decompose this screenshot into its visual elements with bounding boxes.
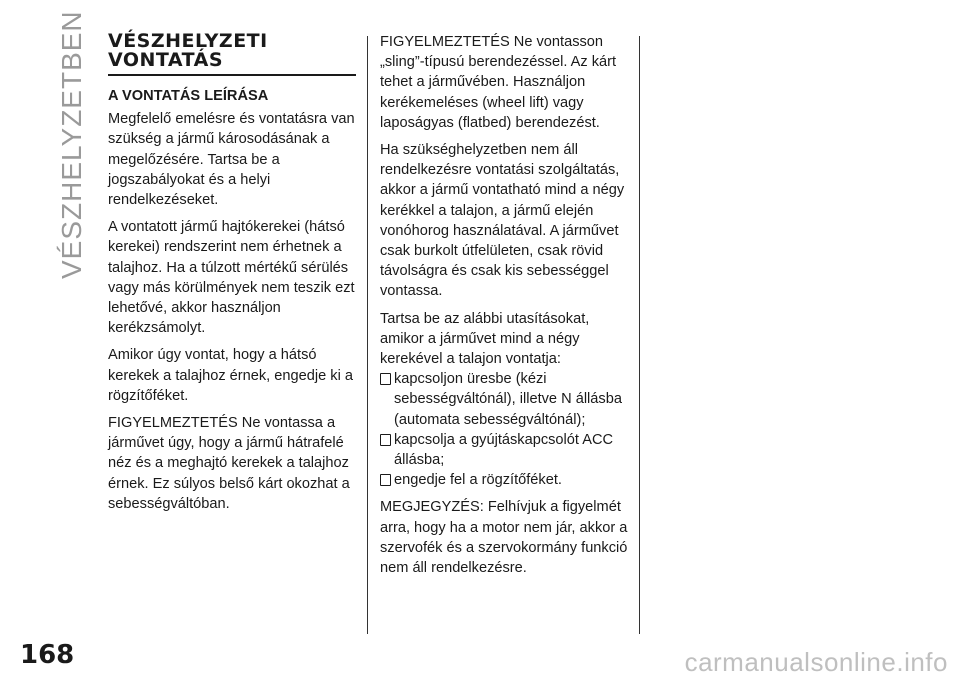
bullet-text: kapcsolja a gyújtáskapcsolót ACC állásba; <box>394 431 614 469</box>
warning-paragraph: FIGYELMEZTETÉS Ne vontasson „sling”-típusú berendezéssel. Az kárt tehet a járművében. Használjon kerékemeléses (wheel lift) vagy laposágyas (flatbed) berendezést. <box>380 34 617 131</box>
section-title-line-2: VONTATÁS <box>108 49 224 71</box>
chapter-side-tab: VÉSZHELYZETBEN <box>56 10 87 280</box>
bullet-box-icon <box>380 434 391 446</box>
left-column <box>108 32 358 521</box>
bullet-box-icon <box>380 373 391 385</box>
bullet-text: engedje fel a rögzítőféket. <box>394 472 562 489</box>
page-number: 168 <box>20 640 75 670</box>
title-underline <box>108 74 356 76</box>
paragraph: A vontatott jármű hajtókerekei (hátsó kerekei) rendszerint nem érhetnek a talajhoz. Ha a túlzott mértékű sérülés vagy más körülmények nem teszik ezt lehetővé, akkor használjon kerékzsámolyt. <box>108 219 355 337</box>
paragraph: Megfelelő emelésre és vontatásra van szükség a jármű károsodásának a megelőzésére. Tartsa be a jogszabályokat és a helyi rendelkezéseket. <box>108 111 355 209</box>
section-title <box>108 32 358 74</box>
paragraph: Amikor úgy vontat, hogy a hátsó kerekek a talajhoz érnek, engedje ki a rögzítőféket. <box>108 347 354 404</box>
right-column <box>380 32 630 585</box>
bullet-box-icon <box>380 474 391 486</box>
note-paragraph: MEGJEGYZÉS: Felhívjuk a figyelmét arra, hogy ha a motor nem jár, akkor a szervofék és a szervokormány funkció nem áll rendelkezésre. <box>380 499 628 577</box>
column-divider-left <box>367 36 368 634</box>
paragraph: Ha szükséghelyzetben nem áll rendelkezésre vontatási szolgáltatás, akkor a jármű vontatható mind a négy kerékkel a talajon, a jármű elején vonóhorog használatával. A járművet csak burkolt útfelületen, csak rövid távolságra és csak kis sebességgel vontassa. <box>380 142 625 300</box>
bullet-item <box>380 470 630 490</box>
sub-heading: A VONTATÁS LEÍRÁSA <box>108 88 269 104</box>
paragraph: Tartsa be az alábbi utasításokat, amikor a járművet mind a négy kerekével a talajon vontatja: <box>380 310 590 368</box>
bullet-text: kapcsoljon üresbe (kézi sebességváltónál), illetve N állásba (automata sebességváltónál); <box>394 371 622 428</box>
warning-paragraph: FIGYELMEZTETÉS Ne vontassa a járművet úgy, hogy a jármű hátrafelé néz és a meghajtó kerekek a talajhoz érnek. Ez súlyos belső kárt okozhat a sebességváltóban. <box>108 415 350 512</box>
watermark: carmanualsonline.info <box>684 647 948 677</box>
section-title-line-1: VÉSZHELYZETI <box>108 30 268 52</box>
bullet-item <box>380 369 630 430</box>
column-divider-right <box>639 36 640 634</box>
bullet-item <box>380 430 630 470</box>
